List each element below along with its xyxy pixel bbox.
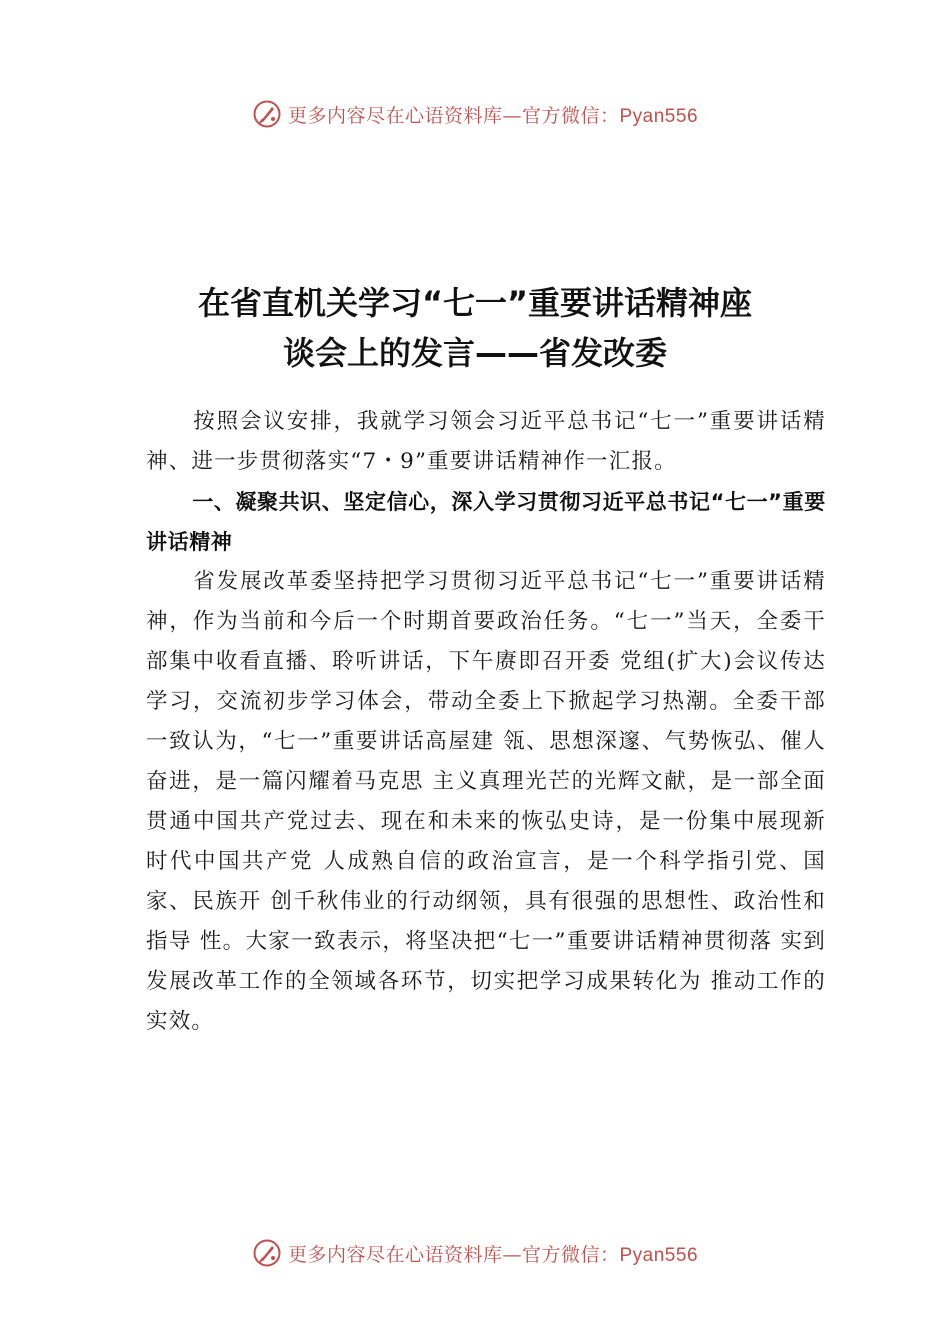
footer-banner — [0, 1233, 950, 1273]
title-line-1: 在省直机关学习“七一”重要讲话精神座 — [197, 284, 753, 322]
intro-paragraph: 按照会议安排，我就学习领会习近平总书记“七一”重要讲话精神、进一步贯彻落实“7・9”重要讲话精神作一汇报。 — [146, 409, 826, 474]
footer-promo-text: 更多内容尽在心语资料库—官方微信：Pyan556 — [287, 1243, 699, 1266]
document-body — [146, 402, 826, 1042]
section-1-heading: 一、凝聚共识、坚定信心，深入学习贯彻习近平总书记“七一”重要讲话精神 — [146, 490, 826, 554]
document-title — [120, 278, 830, 378]
header-wechat-id: Pyan556 — [619, 105, 699, 127]
header-promo-text: 更多内容尽在心语资料库—官方微信：Pyan556 — [287, 104, 699, 127]
quill-logo-icon — [252, 99, 282, 129]
quill-logo-icon — [252, 1238, 282, 1268]
section-1-paragraph: 省发展改革委坚持把学习贯彻习近平总书记“七一”重要讲话精神，作为当前和今后一个时期首要政治任务。“七一”当天，全委干部集中收看直播、聆听讲话，下午赓即召开委 党组(扩大)会议传达学习，交流初步学习体会，带动全委上下掀起学习热潮。全委干部一致认为，“七一”重要讲话高屋建 瓴、思想深邃、气势恢弘、催人奋进，是一篇闪耀着马克思 主义真理光芒的光辉文献，是一部全面贯通中国共产党过去、现在和未来的恢弘史诗，是一份集中展现新时代中国共产党 人成熟自信的政治宣言，是一个科学指引党、国家、民族开 创千秋伟业的行动纲领，具有很强的思想性、政治性和指导 性。大家一致表示，将坚决把“七一”重要讲话精神贯彻落 实到发展改革工作的全领域各环节，切实把学习成果转化为 推动工作的实效。 — [146, 569, 826, 1034]
footer-wechat-id: Pyan556 — [619, 1244, 699, 1266]
header-banner — [0, 94, 950, 134]
title-line-2: 谈会上的发言——省发改委 — [282, 334, 667, 372]
